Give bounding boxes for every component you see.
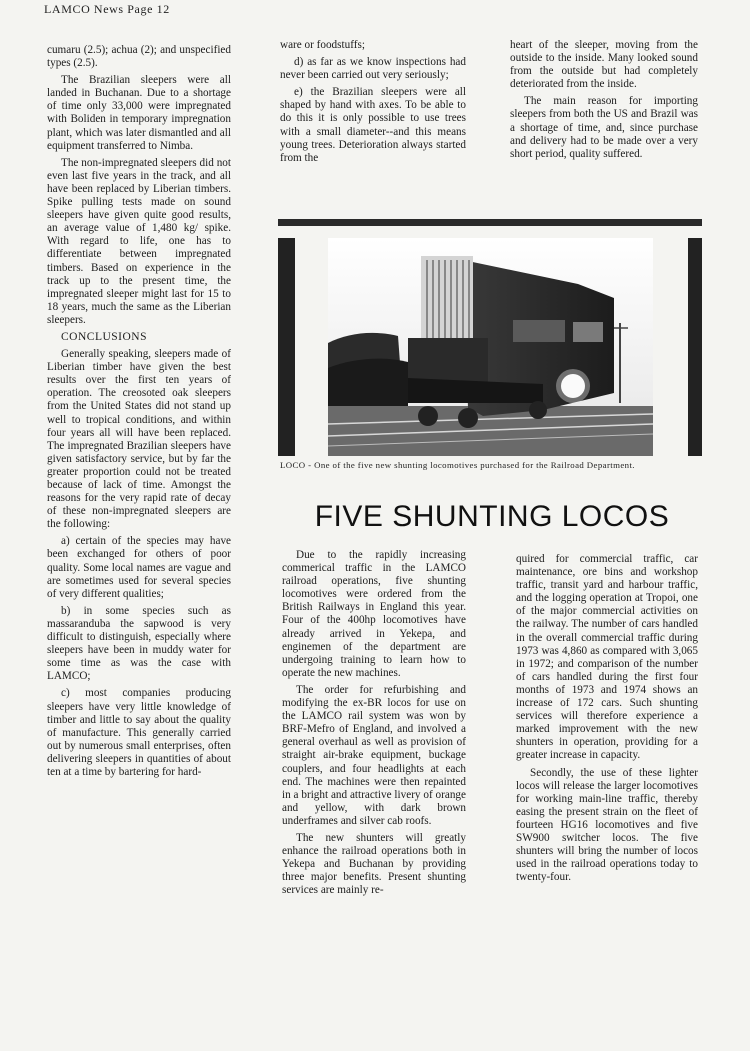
article-column-1 (282, 549, 466, 901)
paragraph: heart of the sleeper, moving from the outside to the inside. Many looked sound from the outside but had completely deteriorated from the inside. (510, 39, 698, 91)
paragraph: ware or foodstuffs; (280, 39, 365, 51)
paragraph: d) as far as we know inspections had never been carried out very seriously; (280, 56, 466, 82)
divider-rule (278, 219, 702, 226)
column-2 (280, 39, 466, 169)
paragraph: The new shunters will greatly enhance the railroad operations both in Yekepa and Buchanan by providing three major benefits. Present shunting services are mainly re- (282, 831, 466, 897)
article-headline: FIVE SHUNTING LOCOS (314, 500, 670, 533)
paragraph: cumaru (2.5); achua (2); and unspecified types (2.5). (47, 44, 231, 70)
figure-border-left (278, 238, 295, 456)
paragraph: The non-impregnated sleepers did not even last five years in the track, and all have been replaced by Liberian timbers. Spike pulling tests made on sound sleepers have given quite good results, an average value of 1,480 kg/ spike. With regard to life, one has to differentiate between impregnated timbers. Based on experience in the track up to the present time, the impregnated sleeper might last for 15 to 18 years, much the same as the Liberian sleepers. (47, 156, 231, 326)
paragraph: The Brazilian sleepers were all landed in Buchanan. Due to a shortage of time only 33,000 were impregnated with Boliden in temporary impregnation plant, which was later dismantled and all equipment transferred to Nimba. (47, 74, 231, 152)
figure-border-right (688, 238, 702, 456)
article-column-2 (516, 553, 698, 888)
locomotive-photo (328, 238, 653, 456)
paragraph: Secondly, the use of these lighter locos will release the larger locomotives for working main-line traffic, thereby easing the present strain on the fleet of fourteen HG16 locomotives and five SW900 switcher locos. The five shunters will bring the number of locos used in the railroad operations today to twenty-four. (516, 766, 698, 884)
paragraph: a) certain of the species may have been exchanged for others of poor quality. Some local names are vague and are sometimes used for several species of very different qualities; (47, 535, 231, 600)
paragraph: Generally speaking, sleepers made of Liberian timber have given the best results over the first ten years of operation. The creosoted oak sleepers from the United States did not stand up well to tropical conditions, and within four years all will have been replaced. The impregnated Brazilian sleepers have given satisfactory service, but by far the greater proportion could not be treated because of lack of time. Amongst the reasons for the very rapid rate of decay of these non-impregnated sleepers are the following: (47, 348, 231, 531)
running-head: LAMCO News Page 12 (44, 2, 170, 16)
paragraph: e) the Brazilian sleepers were all shaped by hand with axes. To be able to do this it is only possible to use trees with a small diameter--and this means young trees. Deterioration always started from the (280, 86, 466, 164)
paragraph: quired for commercial traffic, car maintenance, ore bins and workshop traffic, transit yard and harbour traffic, and the logging operation at Tropoi, one of the major commercial activities on the railway. The number of cars handled in the overall commercial traffic during 1973 was 4,860 as compared with 3,065 in 1972; and comparison of the number of cars handled during the first four months of 1973 and 1974 shows an increase of 172 cars. Such shunting services will therefore experience a marked improvement with the new shunters in operation, providing for a greater increase in capacity. (516, 553, 698, 762)
figure-caption: LOCO - One of the five new shunting locomotives purchased for the Railroad Department. (280, 460, 635, 470)
column-3 (510, 39, 698, 165)
paragraph: The main reason for importing sleepers from both the US and Brazil was a shortage of time, and, since purchase and delivery had to be made over a very short period, quality suffered. (510, 95, 698, 160)
paragraph: Due to the rapidly increasing commerical traffic in the LAMCO railroad operations, five shunting locomotives were ordered from the British Railways in England this year. Four of the 400hp locomotives have already arrived in Yekepa, and enginemen of the department are undergoing training to learn how to operate the new machines. (282, 549, 466, 679)
paragraph: c) most companies producing sleepers have very little knowledge of timber and little to say about the quality of manufacture. This generally carried out by numerous small enterprises, often delivering sleepers in quantities of about ten at a time by bartering for hard- (47, 687, 231, 778)
paragraph: b) in some species such as massaranduba the sapwood is very difficult to distinguish, especially where sleepers have been in muddy water for some time as was the case with LAMCO; (47, 604, 231, 683)
column-1 (47, 44, 231, 783)
section-heading: CONCLUSIONS (61, 330, 148, 343)
locomotive-figure (278, 238, 702, 456)
paragraph: The order for refurbishing and modifying the ex-BR locos for use on the LAMCO rail system was won by BRF-Mefro of England, and involved a general overhaul as well as provision of straight air-brake equipment, buckage couplers, and four headlights at each end. The machines were then repainted in a bright and attractive livery of orange and yellow, with dark brown underframes and silver cab roofs. (282, 683, 466, 827)
